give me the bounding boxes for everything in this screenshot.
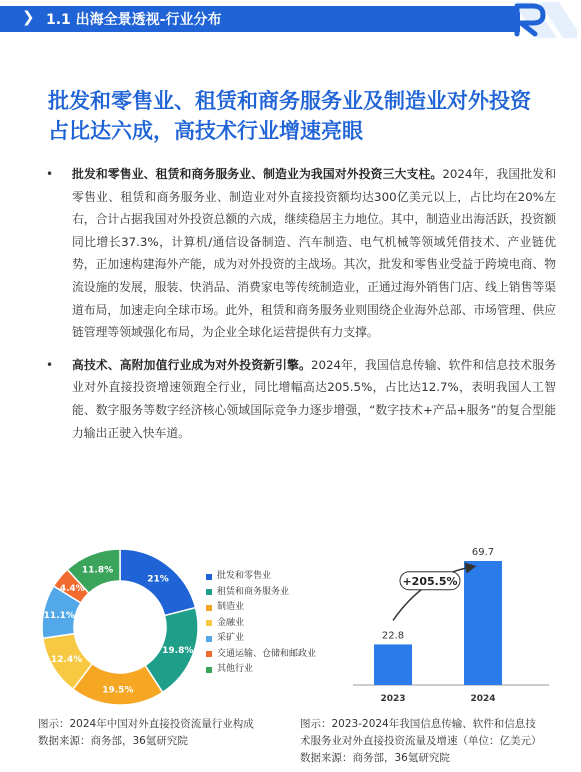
bar-value-label: 69.7 [471, 547, 495, 558]
legend-item [206, 585, 316, 601]
bullet-list [46, 163, 556, 454]
legend-item [206, 647, 316, 663]
legend-swatch [206, 667, 212, 673]
legend-swatch [206, 651, 212, 657]
section-header [0, 0, 581, 38]
legend-swatch [206, 589, 212, 595]
bar-category-label: 2024 [470, 694, 496, 704]
legend-item [206, 616, 316, 632]
bar-2024 [464, 561, 502, 685]
left-caption-source: 数据来源：商务部，36氪研究院 [38, 735, 188, 747]
industry-donut-chart [38, 545, 202, 709]
bar-category-label: 2023 [380, 694, 406, 704]
legend-swatch [206, 620, 212, 626]
bullet-lead: 批发和零售业、租赁和商务服务业、制造业为我国对外投资三大支柱。 [72, 167, 443, 181]
section-title: 1.1 出海全景透视-行业分布 [46, 12, 222, 28]
bullet-text: 2024年，我国批发和零售业、租赁和商务服务业、制造业对外直接投资额均达300亿美元以上，占比均在20%左右，合计占据我国对外投资总额的六成，继续稳居主力地位。其中，制造业出海活跃，投资额同比增长37.3%，计算机/通信设备制造、汽车制造、电气机械等领域凭借技术、产业链优势，正加速构建海外产能，成为对外投资的主战场。其次，批发和零售业受益于跨境电商、物流设施的发展，服装、快消品、消费家电等传统制造业，正通过海外销售门店、线上销售等渠道布局，加速走向全球市场。此外，租赁和商务服务业则围绕企业海外总部、市场管理、供应链管理等领域强化布局，为企业全球化运营提供有力支撑。 [72, 167, 556, 340]
growth-rate-label: +205.5% [402, 575, 458, 589]
right-caption-source: 数据来源：商务部，36氪研究院 [300, 752, 450, 764]
right-caption-title-2: 术服务业对外直接投资流量及增速（单位：亿美元） [300, 735, 542, 747]
donut-slice-label: 11.1% [43, 610, 75, 621]
legend-label: 制造业 [217, 602, 245, 612]
legend-item [206, 569, 316, 585]
legend-swatch [206, 605, 212, 611]
donut-slice-label: 19.5% [102, 685, 134, 696]
donut-slice-label: 11.8% [81, 565, 114, 576]
right-caption-title-1: 图示：2023-2024年我国信息传输、软件和信息技 [300, 718, 536, 730]
legend-label: 租赁和商务服务业 [217, 586, 290, 597]
bullet-text: 2024年，我国信息传输、软件和信息技术服务业对外直接投资增速领跑全行业，同比增幅高达205.5%，占比达12.7%，表明我国人工智能、数字服务等数字经济核心领域国际竞争力逐步增强，“数字技术+产品+服务”的复合型能力输出正驶入快车道。 [72, 357, 556, 440]
legend-swatch [206, 574, 212, 580]
donut-slice-label: 12.4% [51, 655, 83, 666]
bar-value-label: 22.8 [381, 630, 405, 642]
bullet-lead: 高技术、高附加值行业成为对外投资新引擎。 [72, 357, 311, 372]
bullet-dot: • [46, 357, 54, 372]
legend-item [206, 631, 316, 647]
it-investment-bar-chart [345, 535, 555, 707]
bar-2023 [374, 644, 412, 685]
donut-legend [206, 569, 316, 678]
left-caption [38, 716, 254, 750]
legend-label: 交通运输、仓储和邮政业 [217, 648, 317, 659]
donut-slice-label: 4.4% [59, 583, 85, 594]
page-headline: 批发和零售业、租赁和商务服务业及制造业对外投资占比达六成，高技术行业增速亮眼 [48, 89, 531, 143]
donut-slice-label: 19.8% [162, 645, 194, 656]
right-caption [300, 716, 542, 767]
legend-item [206, 600, 316, 616]
legend-label: 批发和零售业 [217, 571, 272, 581]
legend-swatch [206, 636, 212, 642]
bullet-dot: • [46, 167, 54, 181]
left-caption-title: 图示：2024年中国对外直接投资流量行业构成 [38, 718, 254, 730]
legend-label: 金融业 [217, 617, 245, 628]
donut-slice-label: 21% [147, 574, 169, 585]
brand-logo-icon [499, 2, 577, 38]
legend-item [206, 662, 316, 678]
bullet-item [46, 163, 556, 344]
chevron-right-icon: ❯ [22, 8, 35, 26]
bullet-item [46, 354, 556, 444]
legend-label: 采矿业 [217, 633, 245, 643]
legend-label: 其他行业 [217, 664, 254, 674]
